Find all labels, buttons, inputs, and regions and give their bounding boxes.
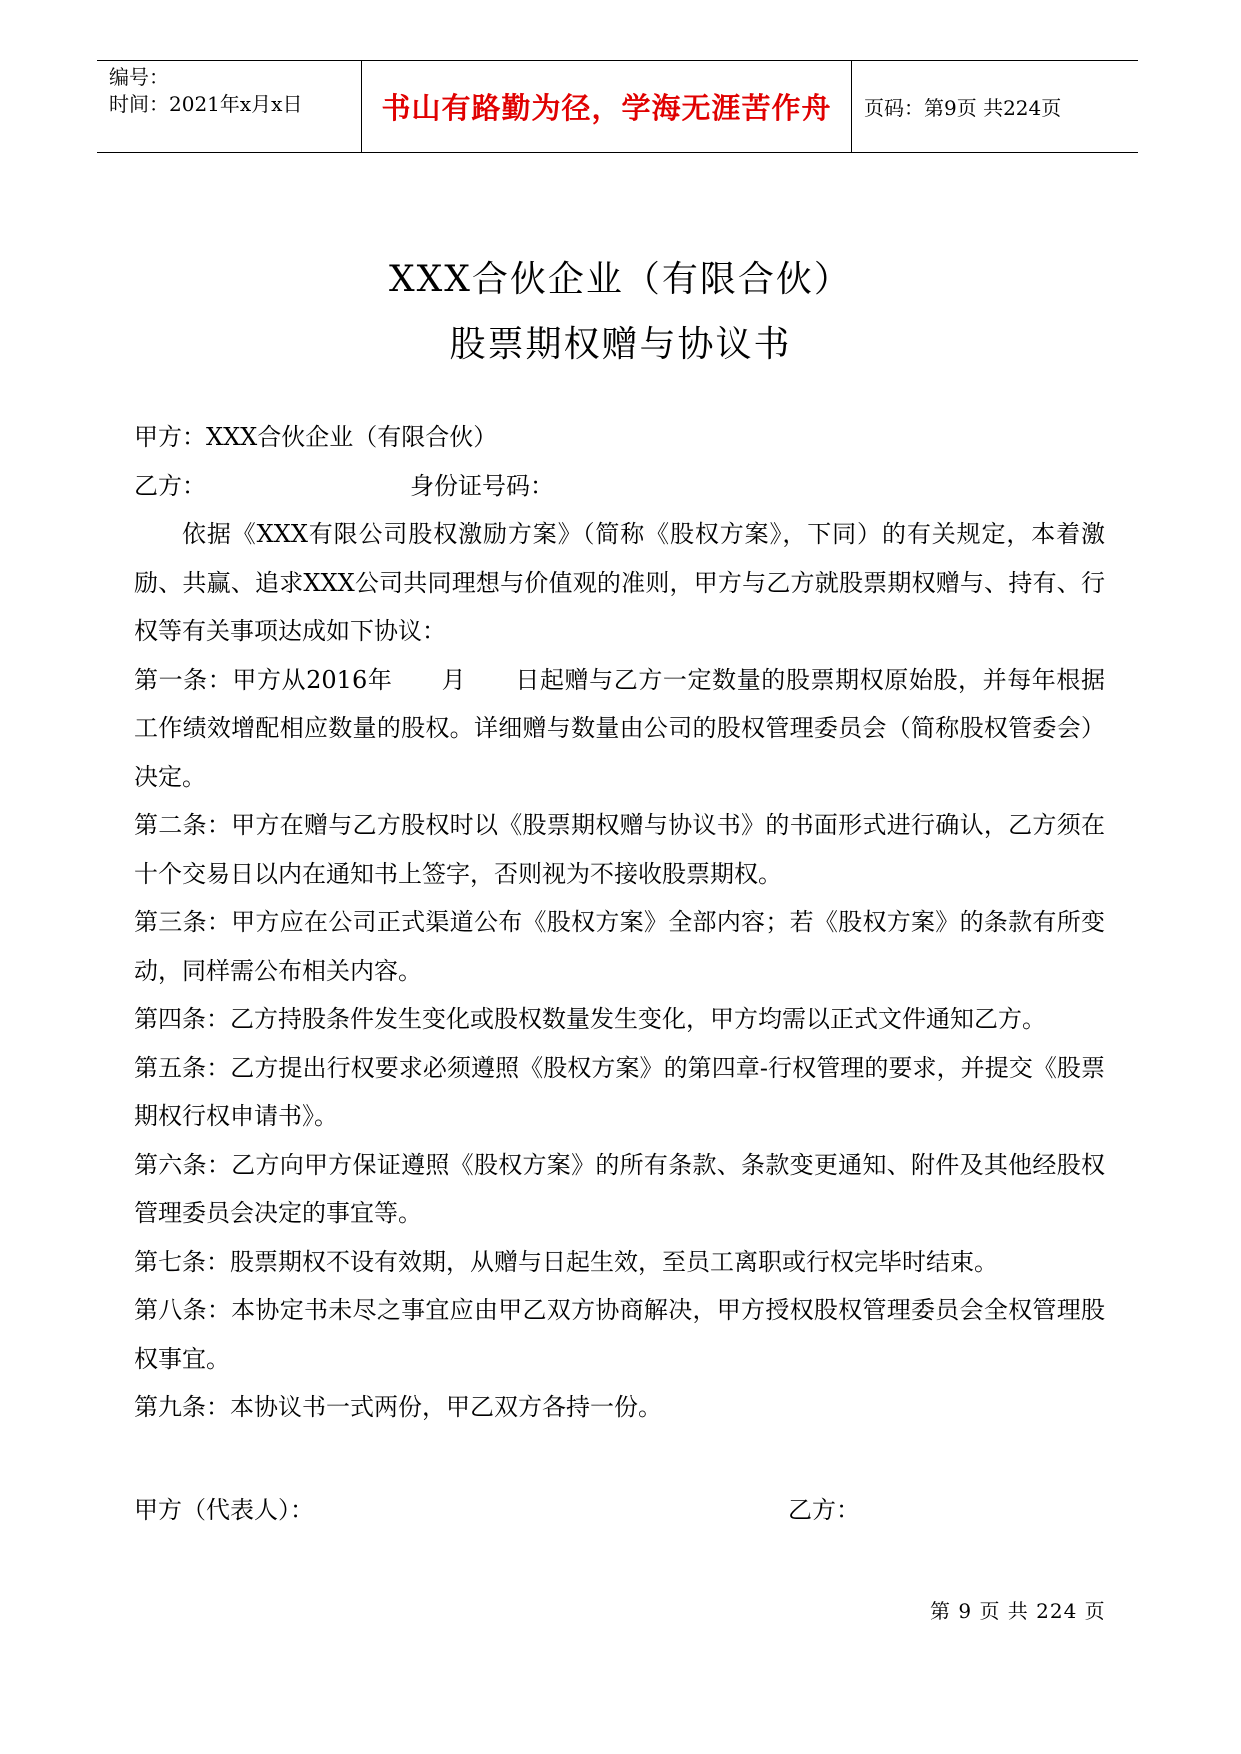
header-table bbox=[97, 60, 1138, 153]
article-6: 第六条：乙方向甲方保证遵照《股权方案》的所有条款、条款变更通知、附件及其他经股权管理委员会决定的事宜等。 bbox=[134, 1150, 1105, 1227]
id-number-label: 身份证号码： bbox=[410, 471, 554, 500]
article-8: 第八条：本协定书未尽之事宜应由甲乙双方协商解决，甲方授权股权管理委员会全权管理股权事宜。 bbox=[134, 1296, 1105, 1373]
date-label: 时间：2021年x月x日 bbox=[109, 92, 303, 116]
header-left-cell bbox=[97, 61, 361, 152]
article-5: 第五条：乙方提出行权要求必须遵照《股权方案》的第四章-行权管理的要求，并提交《股票期权行权申请书》。 bbox=[134, 1053, 1105, 1130]
signature-row bbox=[134, 1486, 1105, 1534]
header-motto: 书山有路勤为径，学海无涯苦作舟 bbox=[381, 91, 832, 125]
preamble-paragraph: 依据《XXX有限公司股权激励方案》（简称《股权方案》，下同）的有关规定，本着激励、共赢、追求XXX公司共同理想与价值观的准则，甲方与乙方就股票期权赠与、持有、行权等有关事项达成如下协议： bbox=[134, 520, 1105, 645]
article-2: 第二条：甲方在赠与乙方股权时以《股票期权赠与协议书》的书面形式进行确认，乙方须在十个交易日以内在通知书上签字，否则视为不接收股票期权。 bbox=[134, 811, 1105, 888]
party-b-line bbox=[134, 462, 1105, 511]
article-3: 第三条：甲方应在公司正式渠道公布《股权方案》全部内容；若《股权方案》的条款有所变动，同样需公布相关内容。 bbox=[134, 908, 1105, 985]
party-a-line: 甲方：XXX合伙企业（有限合伙） bbox=[134, 423, 498, 451]
document-body bbox=[134, 413, 1105, 1432]
header-page-info: 页码：第9页 共224页 bbox=[864, 96, 1062, 120]
footer-page-number: 第 9 页 共 224 页 bbox=[930, 1599, 1106, 1623]
header-middle-cell bbox=[361, 61, 852, 152]
signature-party-a: 甲方（代表人）： bbox=[134, 1496, 314, 1524]
signature-party-b: 乙方： bbox=[788, 1496, 860, 1524]
document-title-line2: 股票期权赠与协议书 bbox=[449, 324, 792, 365]
party-b-label: 乙方： bbox=[134, 471, 206, 500]
header-right-cell bbox=[852, 61, 1138, 152]
serial-number-label: 编号： bbox=[109, 65, 169, 89]
article-1: 第一条：甲方从2016年 月 日起赠与乙方一定数量的股票期权原始股，并每年根据工作绩效增配相应数量的股权。详细赠与数量由公司的股权管理委员会（简称股权管委会）决定。 bbox=[134, 665, 1105, 791]
article-9: 第九条：本协议书一式两份，甲乙双方各持一份。 bbox=[134, 1393, 662, 1421]
document-title-line1: XXX合伙企业（有限合伙） bbox=[389, 259, 852, 300]
article-4: 第四条：乙方持股条件发生变化或股权数量发生变化，甲方均需以正式文件通知乙方。 bbox=[134, 1005, 1046, 1033]
article-7: 第七条：股票期权不设有效期，从赠与日起生效，至员工离职或行权完毕时结束。 bbox=[134, 1247, 998, 1276]
